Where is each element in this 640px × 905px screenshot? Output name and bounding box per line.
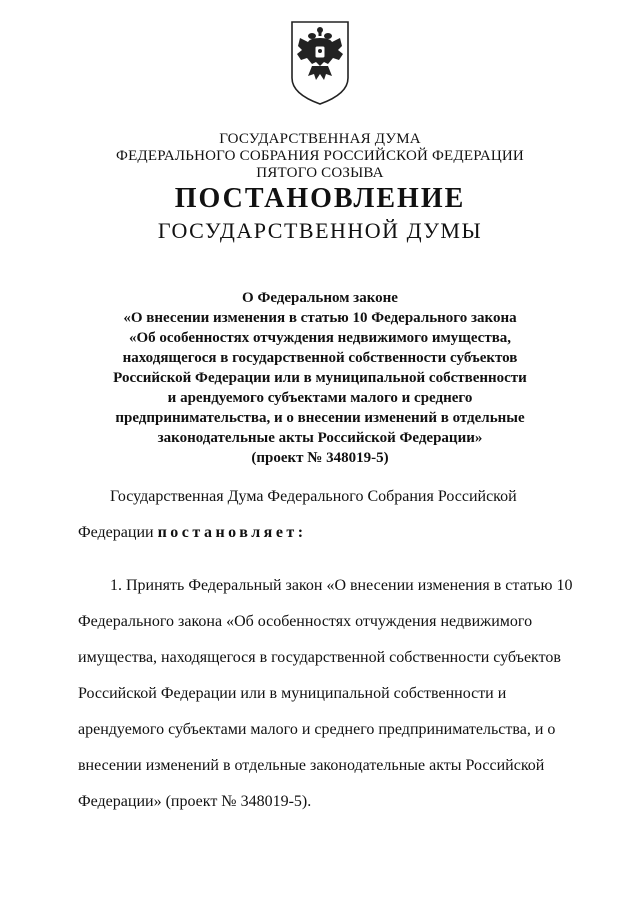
title-line: законодательные акты Российской Федерации» [157,430,483,446]
org-line-2: ФЕДЕРАЛЬНОГО СОБРАНИЯ РОССИЙСКОЙ ФЕДЕРАЦИИ [116,148,524,164]
title-line: и арендуемого субъектами малого и среднего [167,390,473,406]
item-1-line: арендуемого субъектами малого и среднего предпринимательства, и о [78,721,556,738]
org-line-1: ГОСУДАРСТВЕННАЯ ДУМА [219,131,421,147]
resolution-title [90,288,550,468]
item-1-line: имущества, находящегося в государственной собственности субъектов [78,649,561,666]
item-1-paragraph [78,577,573,817]
item-1-line: внесении изменений в отдельные законодательные акты Российской [78,757,545,774]
item-1-line: Российской Федерации или в муниципальной собственности и [78,685,507,702]
title-line: находящегося в государственной собственности субъектов [122,350,518,366]
item-1-line: Федерации» (проект № 348019-5). [78,793,312,810]
title-line: (проект № 348019-5) [251,450,389,466]
title-line: О Федеральном законе [242,290,398,306]
title-line: «Об особенностях отчуждения недвижимого имущества, [128,330,512,346]
item-1-line: Федерального закона «Об особенностях отчуждения недвижимого [78,613,533,630]
item-1-line: 1. Принять Федеральный закон «О внесении изменения в статью 10 [110,577,573,594]
org-line-3: ПЯТОГО СОЗЫВА [256,165,384,181]
preamble-line [78,524,568,542]
preamble-text: Федерации [78,524,154,541]
title-line: «О внесении изменения в статью 10 Федерального закона [123,310,517,326]
document-type: ПОСТАНОВЛЕНИЕ [174,183,466,214]
resolves-verb: постановляет: [157,524,307,541]
coat-of-arms-icon [288,16,352,106]
title-line: Российской Федерации или в муниципальной собственности [113,370,527,386]
preamble-line: Государственная Дума Федерального Собрания Российской [110,488,517,505]
title-line: предпринимательства, и о внесении изменений в отдельные [115,410,525,426]
preamble-paragraph [78,488,568,548]
document-subtype: ГОСУДАРСТВЕННОЙ ДУМЫ [157,218,483,243]
